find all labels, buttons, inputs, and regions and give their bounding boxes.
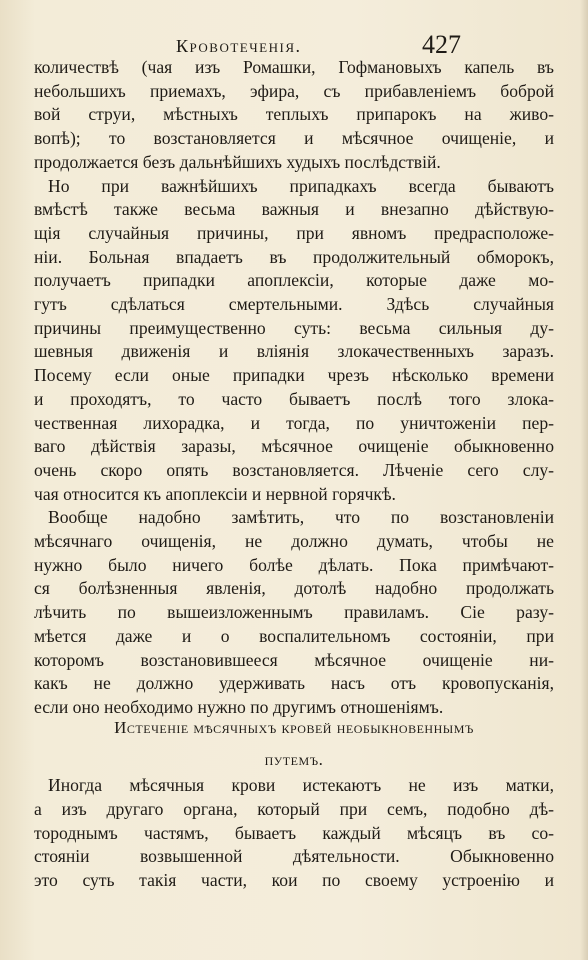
text-line: Посему если оные припадки чрезъ нѣсколько времени bbox=[34, 365, 554, 386]
text-line: щія случайныя причины, при явномъ предрасположе- bbox=[34, 222, 554, 243]
text-line: вмѣстѣ также весьма важныя и внезапно дѣйствую- bbox=[34, 199, 554, 220]
page-number: 427 bbox=[422, 30, 461, 59]
text-line: какъ не должно удерживать насъ отъ кровопусканія, bbox=[34, 673, 554, 694]
paragraph-start-line: Иногда мѣсячныя крови истекаютъ не изъ матки, bbox=[48, 775, 554, 795]
text-line: получаетъ припадки апоплексіи, которые даже мо- bbox=[34, 270, 554, 291]
text-line: очень скоро опять возстановляется. Лѣченіе сего слу- bbox=[34, 459, 554, 480]
paragraph-start-line: Вообще надобно замѣтить, что по возстановленіи bbox=[48, 507, 554, 528]
text-line: шевныя движенія и вліянія злокачественныхъ заразъ. bbox=[34, 341, 554, 362]
section-heading-line: путемъ. bbox=[264, 750, 324, 769]
text-line: продолжается безъ дальнѣйшихъ худыхъ послѣдствій. bbox=[34, 151, 441, 172]
page-edge-shadow bbox=[580, 0, 588, 960]
text-line: если оно необходимо нужно по другимъ отношеніямъ. bbox=[34, 696, 444, 717]
text-line: а изъ другаго органа, который при семъ, подобно дѣ- bbox=[34, 798, 554, 819]
text-line: это суть такія части, кои по своему устроенію и bbox=[34, 870, 554, 891]
text-line: чая относится къ апоплексіи и нервной горячкѣ. bbox=[34, 483, 396, 504]
text-line: стояніи возвышенной дѣятельности. Обыкновенно bbox=[34, 846, 554, 867]
body-text bbox=[34, 56, 554, 720]
text-line: количествѣ (чая изъ Ромашки, Гофмановыхъ капель въ bbox=[34, 57, 554, 77]
text-line: вопѣ); то возстановляется и мѣсячное очищеніе, и bbox=[34, 128, 554, 149]
text-line: тороднымъ частямъ, бываетъ каждый мѣсяцъ въ со- bbox=[34, 822, 554, 843]
running-title: Кровотеченія. bbox=[176, 36, 302, 56]
text-line: ся болѣзненныя явленія, дотолѣ надобно продолжать bbox=[34, 578, 554, 599]
text-line: лѣчить по вышеизложеннымъ правиламъ. Сіе разу- bbox=[34, 602, 554, 623]
section-heading bbox=[34, 718, 554, 770]
text-line: которомъ возстановившееся мѣсячное очищеніе ни- bbox=[34, 649, 554, 670]
section-heading-line: Истеченіе мѣсячныхъ кровей необыкновеннымъ bbox=[114, 718, 474, 737]
text-line: и проходятъ, то часто бываетъ послѣ того злока- bbox=[34, 388, 554, 409]
text-line: небольшихъ приемахъ, эфира, съ прибавленіемъ боброй bbox=[34, 80, 554, 101]
text-line: причины преимущественно суть: весьма сильныя ду- bbox=[34, 317, 554, 338]
text-line: вой струи, мѣстныхъ теплыхъ припарокъ на живо- bbox=[34, 104, 554, 125]
text-line: нужно было ничего болѣе дѣлать. Пока примѣчают- bbox=[34, 554, 554, 575]
text-line: гутъ сдѣлаться смертельными. Здѣсь случайныя bbox=[34, 294, 554, 315]
paragraph-start-line: Но при важнѣйшихъ припадкахъ всегда бываютъ bbox=[48, 175, 554, 196]
section-text bbox=[34, 774, 554, 893]
text-line: ніи. Больная впадаетъ въ продолжительный обморокъ, bbox=[34, 246, 554, 267]
text-line: мѣется даже и о воспалительномъ состояніи, при bbox=[34, 625, 554, 646]
text-line: чественная лихорадка, и тогда, по уничтоженіи пер- bbox=[34, 412, 554, 433]
text-line: ваго дѣйствія заразы, мѣсячное очищеніе обыкновенно bbox=[34, 436, 554, 457]
text-line: мѣсячнаго очищенія, не должно думать, чтобы не bbox=[34, 531, 554, 552]
